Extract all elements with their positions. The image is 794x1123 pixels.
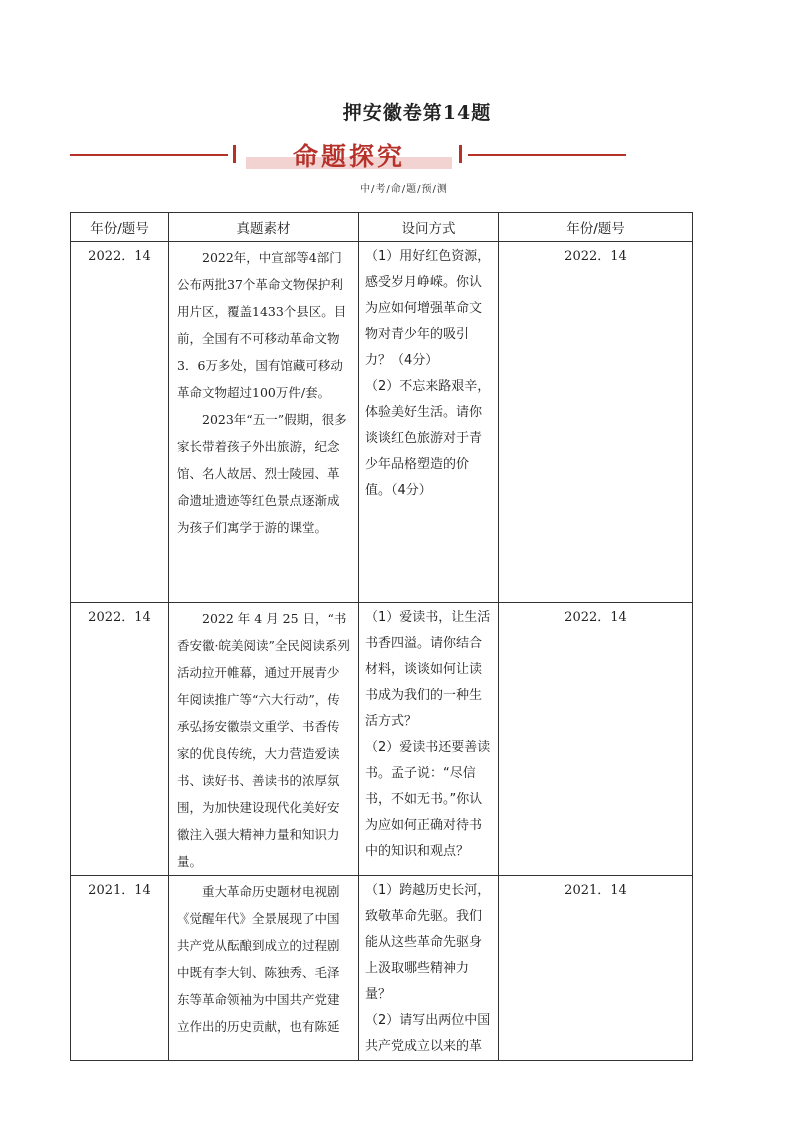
question-cell — [359, 876, 499, 1061]
year-cell: 2022．14 — [71, 242, 169, 603]
year-cell: 2022．14 — [499, 603, 693, 876]
banner-line-left — [70, 154, 228, 156]
section-banner — [70, 140, 626, 174]
table-row — [71, 603, 693, 876]
header-year-right: 年份/题号 — [499, 213, 693, 242]
year-cell: 2021．14 — [499, 876, 693, 1061]
page-title: 押安徽卷第14题 — [342, 102, 492, 124]
material-cell — [169, 242, 359, 603]
material-cell — [169, 876, 359, 1061]
year-cell: 2022．14 — [71, 603, 169, 876]
question-table — [70, 212, 693, 1061]
question-item: （2）爱读书还要善读书。孟子说：“尽信书，不如无书。”你认为应如何正确对待书中的知识和观点？ — [365, 740, 491, 859]
banner-bar-right — [459, 145, 462, 163]
material-paragraph: 2022年，中宣部等4部门公布两批37个革命文物保护利用片区，覆盖1433个县区。目前，全国有不可移动革命文物3．6万多处，国有馆藏可移动革命文物超过100万件/套。 — [177, 250, 347, 400]
question-item: （2）请写出两位中国共产党成立以来的革 — [365, 1013, 491, 1054]
question-item: （1）用好红色资源，感受岁月峥嵘。你认为应如何增强革命文物对青少年的吸引力？（4分） — [365, 249, 491, 368]
material-paragraph: 2023年“五一”假期，很多家长带着孩子外出旅游，纪念馆、名人故居、烈士陵园、革命遗址遗迹等红色景点逐渐成为孩子们寓学于游的课堂。 — [177, 412, 347, 535]
banner-label: 命题探究 — [292, 142, 405, 171]
page-subtitle: 中/考/命/题/预/测 — [360, 184, 448, 195]
table-row — [71, 876, 693, 1061]
question-item: （2）不忘来路艰辛，体验美好生活。请你谈谈红色旅游对于青少年品格塑造的价值。（4分） — [365, 379, 491, 498]
header-material: 真题素材 — [169, 213, 359, 242]
table-row — [71, 242, 693, 603]
material-paragraph: 2022 年 4 月 25 日，“书香安徽·皖美阅读”全民阅读系列活动拉开帷幕，通过开展青少年阅读推广等“六大行动”，传承弘扬安徽崇文重学、书香传家的优良传统，大力营造爱读书、读好书、善读书的浓厚氛围，为加快建设现代化美好安徽注入强大精神力量和知识力量。 — [177, 611, 350, 869]
header-question: 设问方式 — [359, 213, 499, 242]
question-cell — [359, 603, 499, 876]
material-paragraph: 重大革命历史题材电视剧《觉醒年代》全景展现了中国共产党从酝酿到成立的过程剧中既有李大钊、陈独秀、毛泽东等革命领袖为中国共产党建立作出的历史贡献，也有陈延 — [177, 884, 340, 1034]
header-year-left: 年份/题号 — [71, 213, 169, 242]
year-cell: 2021．14 — [71, 876, 169, 1061]
table-header-row — [71, 213, 693, 242]
banner-line-right — [468, 154, 626, 156]
question-item: （1）跨越历史长河，致敬革命先驱。我们能从这些革命先驱身上汲取哪些精神力量？ — [365, 883, 491, 1002]
banner-bar-left — [233, 145, 236, 163]
year-cell: 2022．14 — [499, 242, 693, 603]
question-item: （1）爱读书，让生活书香四溢。请你结合材料，谈谈如何让读书成为我们的一种生活方式？ — [365, 610, 491, 729]
material-cell — [169, 603, 359, 876]
question-cell — [359, 242, 499, 603]
